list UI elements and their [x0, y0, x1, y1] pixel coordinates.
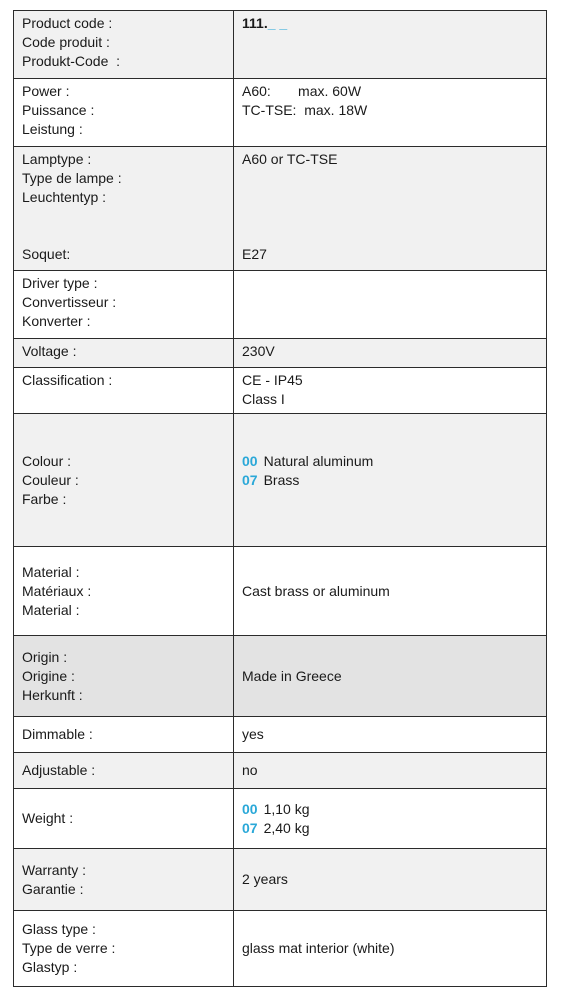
lamptype-value: A60 or TC-TSE [242, 151, 338, 167]
row-warranty [14, 849, 547, 911]
label-cell [14, 11, 234, 79]
value-cell [234, 79, 547, 147]
label-en: Lamptype : [22, 151, 92, 167]
colour-name: Brass [263, 471, 300, 488]
product-code-suffix: _ _ [267, 15, 288, 31]
colour-option [242, 471, 538, 490]
label-cell: Classification : [14, 368, 234, 414]
classification-value-1: CE - IP45 [242, 372, 303, 388]
value-cell: 230V [234, 339, 547, 368]
value-cell: glass mat interior (white) [234, 911, 547, 987]
colour-name: Natural aluminum [263, 452, 374, 469]
value-cell [234, 368, 547, 414]
label-cell [14, 911, 234, 987]
label-en: Material : [22, 563, 80, 580]
row-glass [14, 911, 547, 987]
socket-label: Soquet: [22, 246, 71, 262]
colour-code: 00 [242, 452, 258, 469]
product-code-prefix: 111. [242, 15, 268, 31]
weight-code: 00 [242, 800, 258, 817]
value-cell [234, 11, 547, 79]
weight-option [242, 819, 538, 838]
label-de: Leistung : [22, 121, 83, 137]
label-de: Glastyp : [22, 959, 78, 975]
weight-value: 2,40 kg [263, 819, 310, 836]
row-dimmable [14, 717, 547, 753]
value-cell: no [234, 753, 547, 789]
label-de: Produkt-Code : [22, 53, 121, 69]
weight-value: 1,10 kg [263, 800, 310, 817]
label-de: Herkunft : [22, 686, 83, 703]
power-value-tctse: TC-TSE: max. 18W [242, 102, 368, 118]
row-power [14, 79, 547, 147]
label-fr: Puissance : [22, 102, 95, 118]
weight-option [242, 800, 538, 819]
value-cell: 2 years [234, 849, 547, 911]
row-voltage [14, 339, 547, 368]
value-cell: Cast brass or aluminum [234, 547, 547, 636]
classification-value-2: Class I [242, 391, 285, 407]
label-cell [14, 414, 234, 547]
label-de: Leuchtentyp : [22, 189, 107, 205]
label-de: Material : [22, 601, 80, 618]
value-cell [234, 789, 547, 849]
row-material [14, 547, 547, 636]
label-en: Colour : [22, 452, 72, 469]
label-fr: Convertisseur : [22, 294, 117, 310]
label-en: Glass type : [22, 921, 96, 937]
power-value-a60: A60: max. 60W [242, 83, 362, 99]
label-fr: Couleur : [22, 471, 79, 488]
colour-option [242, 452, 538, 471]
label-cell [14, 636, 234, 717]
row-driver [14, 271, 547, 339]
weight-code: 07 [242, 819, 258, 836]
label-cell [14, 147, 234, 271]
label-fr: Type de verre : [22, 940, 116, 956]
label-cell [14, 79, 234, 147]
row-origin [14, 636, 547, 717]
label-fr: Garantie : [22, 880, 84, 897]
label-cell: Adjustable : [14, 753, 234, 789]
spec-table [13, 10, 547, 987]
value-cell [234, 271, 547, 339]
label-en: Origin : [22, 648, 68, 665]
row-lamptype [14, 147, 547, 271]
row-product-code [14, 11, 547, 79]
label-en: Product code : [22, 15, 113, 31]
label-fr: Type de lampe : [22, 170, 122, 186]
label-en: Driver type : [22, 275, 98, 291]
label-cell [14, 849, 234, 911]
socket-value: E27 [242, 246, 267, 262]
label-cell [14, 547, 234, 636]
value-cell [234, 147, 547, 271]
label-en: Power : [22, 83, 70, 99]
value-cell: Made in Greece [234, 636, 547, 717]
label-fr: Origine : [22, 667, 75, 684]
label-fr: Code produit : [22, 34, 110, 50]
label-cell [14, 271, 234, 339]
row-weight [14, 789, 547, 849]
row-adjustable [14, 753, 547, 789]
colour-code: 07 [242, 471, 258, 488]
label-fr: Matériaux : [22, 582, 92, 599]
row-classification [14, 368, 547, 414]
label-de: Konverter : [22, 313, 91, 329]
label-cell: Weight : [14, 789, 234, 849]
label-cell: Voltage : [14, 339, 234, 368]
label-cell: Dimmable : [14, 717, 234, 753]
row-colour [14, 414, 547, 547]
value-cell: yes [234, 717, 547, 753]
value-cell [234, 414, 547, 547]
label-de: Farbe : [22, 490, 67, 507]
label-en: Warranty : [22, 861, 87, 878]
